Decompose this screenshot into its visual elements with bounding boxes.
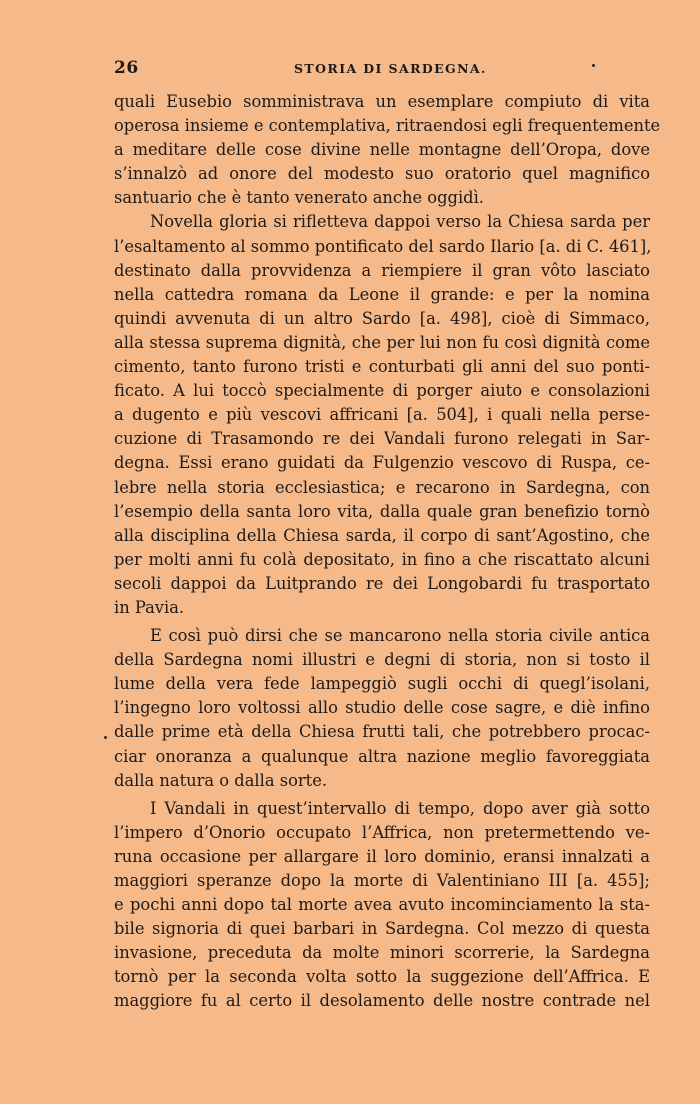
text-line: l’esaltamento al sommo pontificato del sardo Ilario [a. di C. 461], bbox=[114, 236, 652, 256]
text-line: quindi avvenuta di un altro Sardo [a. 498], cioè di Simmaco, bbox=[114, 308, 650, 328]
running-title: STORIA DI SARDEGNA. bbox=[294, 61, 487, 76]
ink-speck bbox=[104, 736, 107, 739]
text-line: Novella gloria si rifletteva dappoi verso la Chiesa sarda per bbox=[150, 212, 650, 232]
text-line: E così può dirsi che se mancarono nella storia civile antica bbox=[150, 626, 650, 646]
text-line: della Sardegna nomi illustri e degni di storia, non si tosto il bbox=[114, 650, 650, 670]
running-head bbox=[114, 58, 650, 82]
text-line: maggiore fu al certo il desolamento delle nostre contrade nel bbox=[114, 991, 650, 1011]
text-line: ficato. A lui toccò specialmente di porger aiuto e consolazioni bbox=[114, 381, 650, 401]
text-line: cimento, tanto furono tristi e conturbati gli anni del suo ponti- bbox=[114, 357, 650, 377]
text-line: nella cattedra romana da Leone il grande: e per la nomina bbox=[114, 284, 650, 304]
paragraph-3 bbox=[114, 624, 650, 793]
text-line: degna. Essi erano guidati da Fulgenzio vescovo di Ruspa, ce- bbox=[114, 453, 650, 473]
text-line: lebre nella storia ecclesiastica; e recarono in Sardegna, con bbox=[114, 477, 650, 497]
ink-speck bbox=[592, 64, 595, 67]
text-line: operosa insieme e contemplativa, ritraendosi egli frequentemente bbox=[114, 116, 661, 136]
text-line: cuzione di Trasamondo re dei Vandali furono relegati in Sar- bbox=[114, 429, 650, 449]
text-line: dalla natura o dalla sorte. bbox=[114, 770, 328, 790]
text-line: tornò per la seconda volta sotto la suggezione dell’Affrica. E bbox=[114, 967, 650, 987]
text-line: santuario che è tanto venerato anche oggidì. bbox=[114, 188, 484, 208]
text-line: quali Eusebio somministrava un esemplare compiuto di vita bbox=[114, 92, 650, 111]
text-line: dalle prime età della Chiesa frutti tali, che potrebbero procac- bbox=[114, 722, 650, 742]
text-line: a meditare delle cose divine nelle montagne dell’Oropa, dove bbox=[114, 140, 650, 160]
text-line: bile signoria di quei barbari in Sardegna. Col mezzo di questa bbox=[114, 919, 650, 939]
text-line: s’innalzò ad onore del modesto suo oratorio quel magnifico bbox=[114, 164, 650, 184]
text-line: destinato dalla provvidenza a riempiere il gran vôto lasciato bbox=[114, 260, 650, 280]
text-line: alla disciplina della Chiesa sarda, il corpo di sant’Agostino, che bbox=[114, 525, 650, 545]
text-line: runa occasione per allargare il loro dominio, eransi innalzati a bbox=[114, 846, 650, 866]
text-line: l’impero d’Onorio occupato l’Affrica, non pretermettendo ve- bbox=[114, 822, 650, 842]
paragraph-4 bbox=[114, 797, 650, 1014]
text-line: lume della vera fede lampeggiò sugli occhi di quegl’isolani, bbox=[114, 674, 650, 694]
page-number: 26 bbox=[114, 58, 139, 78]
text-line: ciar onoranza a qualunque altra nazione meglio favoreggiata bbox=[114, 746, 650, 766]
text-line: a dugento e più vescovi affricani [a. 504], i quali nella perse- bbox=[114, 405, 650, 425]
paragraph-2 bbox=[114, 210, 650, 620]
text-line: I Vandali in quest’intervallo di tempo, dopo aver già sotto bbox=[150, 798, 650, 818]
text-line: invasione, preceduta da molte minori scorrerie, la Sardegna bbox=[114, 943, 650, 963]
text-line: l’ingegno loro voltossi allo studio delle cose sagre, e diè infino bbox=[114, 698, 650, 718]
text-line: in Pavia. bbox=[114, 597, 185, 617]
text-line: secoli dappoi da Luitprando re dei Longobardi fu trasportato bbox=[114, 573, 650, 593]
text-line: alla stessa suprema dignità, che per lui non fu così dignità come bbox=[114, 332, 650, 352]
text-line: per molti anni fu colà depositato, in fino a che riscattato alcuni bbox=[114, 549, 650, 569]
text-line: e pochi anni dopo tal morte avea avuto incominciamento la sta- bbox=[114, 895, 650, 915]
paragraph-1 bbox=[114, 90, 661, 210]
text-line: maggiori speranze dopo la morte di Valentiniano III [a. 455]; bbox=[114, 871, 650, 890]
body-text bbox=[114, 90, 661, 1014]
text-line: l’esempio della santa loro vita, dalla quale gran benefizio tornò bbox=[114, 501, 650, 521]
